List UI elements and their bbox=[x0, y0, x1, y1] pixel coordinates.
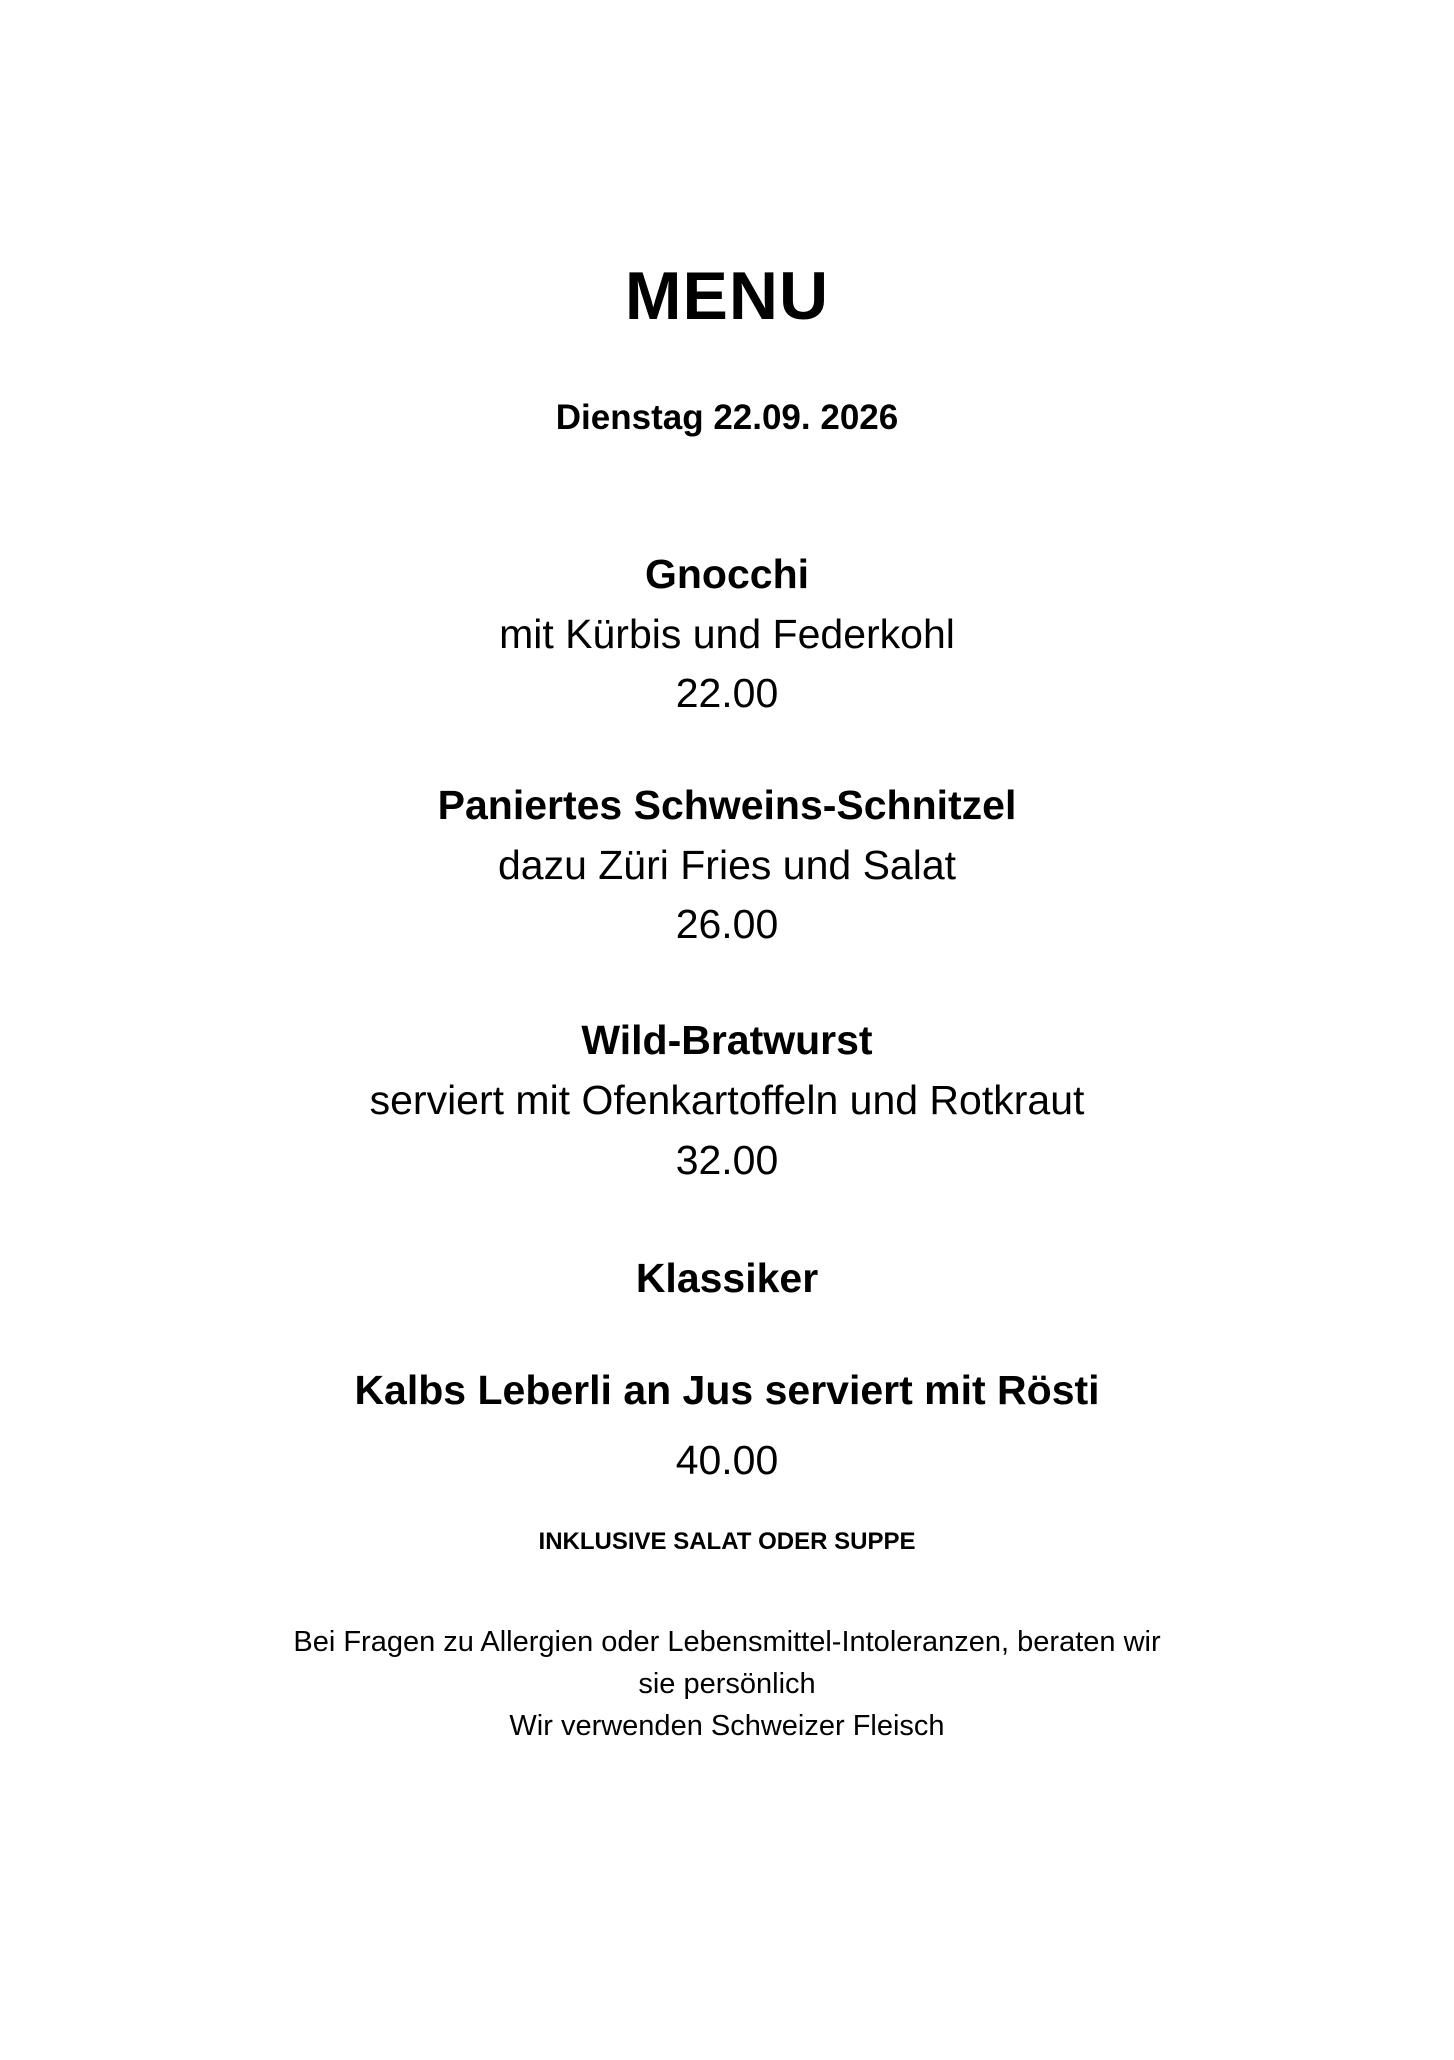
section-heading-klassiker: Klassiker bbox=[635, 1255, 819, 1301]
menu-title: MENU bbox=[624, 258, 830, 334]
classic-dish-price: 40.00 bbox=[675, 1437, 779, 1483]
dish-price: 32.00 bbox=[675, 1137, 779, 1183]
dish-description: serviert mit Ofenkartoffeln und Rotkraut bbox=[369, 1077, 1085, 1123]
dish-description: dazu Züri Fries und Salat bbox=[497, 842, 957, 888]
allergy-note-line-1: Bei Fragen zu Allergien oder Lebensmittel-Intoleranzen, beraten wir bbox=[293, 1626, 1161, 1658]
dish-name: Gnocchi bbox=[644, 551, 810, 597]
dish-price: 26.00 bbox=[675, 901, 779, 947]
meat-origin-note: Wir verwenden Schweizer Fleisch bbox=[509, 1710, 945, 1742]
dish-name: Paniertes Schweins-Schnitzel bbox=[437, 782, 1017, 828]
dish-name: Wild-Bratwurst bbox=[581, 1017, 873, 1063]
menu-date: Dienstag 22.09. 2026 bbox=[555, 398, 899, 437]
dish-price: 22.00 bbox=[675, 670, 779, 716]
classic-dish-name: Kalbs Leberli an Jus serviert mit Rösti bbox=[354, 1367, 1100, 1413]
dish-description: mit Kürbis und Federkohl bbox=[499, 611, 955, 657]
allergy-note-line-2: sie persönlich bbox=[638, 1668, 816, 1700]
inclusive-note: INKLUSIVE SALAT ODER SUPPE bbox=[538, 1528, 916, 1555]
